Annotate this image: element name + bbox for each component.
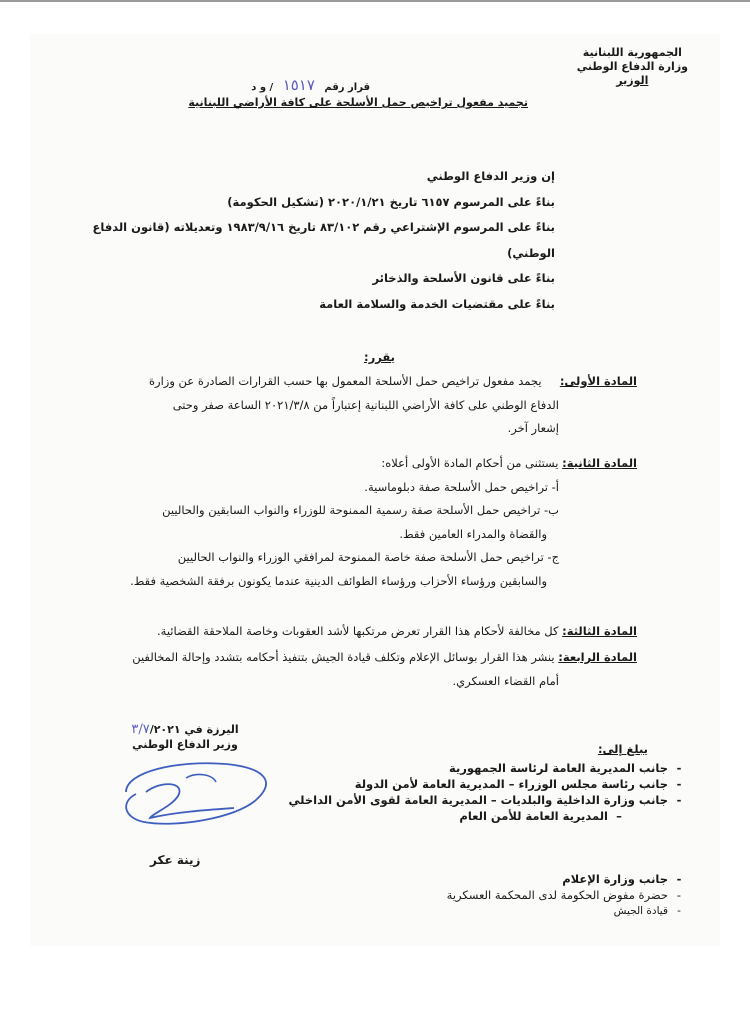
article-text: ينشر هذا القرار بوسائل الإعلام وتكلف قيادة الجيش بتنفيذ أحكامه بتشدد وإحالة المخالفين bbox=[132, 650, 555, 664]
signature-stroke bbox=[186, 775, 216, 782]
distribution-item: -جانب وزارة الداخلية والبلديات – المديرية العامة لقوى الأمن الداخلي bbox=[288, 793, 682, 807]
signature-block bbox=[105, 722, 265, 752]
article-text: الدفاع الوطني على كافة الأراضي اللبنانية إعتباراً من ٢٠٢١/٣/٨ الساعة صفر وحتى bbox=[172, 397, 559, 412]
distribution-item: -حضرة مفوض الحكومة لدى المحكمة العسكرية bbox=[446, 888, 682, 902]
preamble-line: الوطني) bbox=[507, 245, 555, 260]
article-text: كل مخالفة لأحكام هذا القرار تعرض مرتكبها لأشد العقوبات وخاصة الملاحقة القضائية. bbox=[157, 624, 559, 638]
distribution-item: -جانب المديرية العامة لرئاسة الجمهورية bbox=[448, 761, 682, 775]
letterhead-republic: الجمهورية اللبنانية bbox=[582, 46, 682, 59]
distribution-item: -قيادة الجيش bbox=[613, 905, 681, 917]
preamble-line: بناءً على قانون الأسلحة والذخائر bbox=[372, 271, 555, 286]
exemption-item: والقضاة والمدراء العامين فقط. bbox=[399, 526, 547, 541]
exemption-item: والسابقين ورؤساء الأحزاب ورؤساء الطوائف الدينية عندما يكونون برفقة الشخصية فقط. bbox=[130, 573, 547, 588]
preamble-line: بناءً على المرسوم الإشتراعي رقم ٨٣/١٠٢ تاريخ ١٩٨٣/٩/١٦ وتعديلاته (قانون الدفاع bbox=[92, 220, 555, 235]
article-text: إشعار آخر. bbox=[507, 421, 559, 435]
decision-number-value: ١٥١٧ bbox=[282, 76, 315, 94]
signing-date-handwritten: ٣/٧ bbox=[131, 722, 150, 737]
article-first bbox=[97, 370, 637, 441]
article-text: يجمد مفعول تراخيص حمل الأسلحة المعمول بها حسب القرارات الصادرة عن وزارة bbox=[149, 374, 542, 388]
article-label: المادة الثانية: bbox=[562, 456, 637, 470]
article-label: المادة الرابعة: bbox=[558, 650, 637, 664]
signature-stroke bbox=[126, 763, 266, 824]
distribution-item: -جانب رئاسة مجلس الوزراء – المديرية العامة لأمن الدولة bbox=[354, 777, 682, 791]
exemption-item: ج- تراخيص حمل الأسلحة صفة خاصة الممنوحة لمرافقي الوزراء والنواب الحاليين bbox=[177, 550, 559, 564]
decision-number-prefix: قرار رقم bbox=[324, 82, 370, 93]
article-second bbox=[97, 452, 637, 593]
decides-heading: يقرر: bbox=[364, 350, 395, 364]
distribution-list bbox=[289, 760, 690, 824]
signer-name: زينة عكر bbox=[150, 853, 201, 867]
signature-stroke bbox=[146, 784, 234, 818]
distribution-list-secondary bbox=[447, 871, 690, 919]
signing-place: اليرزة في bbox=[184, 723, 239, 736]
letterhead-minister: الوزير bbox=[616, 74, 649, 87]
decision-number bbox=[251, 76, 370, 94]
letterhead-ministry: وزارة الدفاع الوطني bbox=[576, 60, 688, 73]
signer-title: وزير الدفاع الوطني bbox=[132, 738, 238, 751]
article-text: أمام القضاء العسكري. bbox=[452, 673, 559, 688]
article-fourth bbox=[97, 646, 637, 693]
decision-number-suffix: / و د bbox=[251, 82, 274, 93]
signing-year: /٢٠٢١ bbox=[149, 723, 181, 736]
distribution-item: –المديرية العامة للأمن العام bbox=[459, 809, 622, 823]
preamble-line: بناءً على المرسوم ٦١٥٧ تاريخ ٢٠٢٠/١/٢١ (تشكيل الحكومة) bbox=[227, 194, 555, 209]
handwritten-signature-icon bbox=[116, 752, 276, 832]
letterhead bbox=[577, 46, 688, 88]
article-label: المادة الأولى: bbox=[559, 374, 637, 388]
exemption-item: ب- تراخيص حمل الأسلحة صفة رسمية الممنوحة للوزراء والنواب السابقين والحاليين bbox=[162, 503, 559, 517]
decision-subject: تجميد مفعول تراخيص حمل الأسلحة على كافة الأراضي اللبنانية bbox=[188, 96, 528, 109]
signing-place-date bbox=[105, 722, 265, 737]
article-text: يستثنى من أحكام المادة الأولى أعلاه: bbox=[381, 456, 559, 470]
preamble bbox=[35, 164, 555, 318]
preamble-line: إن وزير الدفاع الوطني bbox=[426, 169, 555, 183]
distribution-item: -جانب وزارة الإعلام bbox=[562, 872, 682, 886]
exemption-item: أ- تراخيص حمل الأسلحة صفة دبلوماسية. bbox=[364, 479, 559, 494]
distribution-heading: يبلغ إلى: bbox=[597, 742, 648, 756]
article-third bbox=[97, 620, 637, 644]
preamble-line: بناءً على مقتضيات الخدمة والسلامة العامة bbox=[319, 296, 555, 311]
article-label: المادة الثالثة: bbox=[562, 624, 637, 638]
